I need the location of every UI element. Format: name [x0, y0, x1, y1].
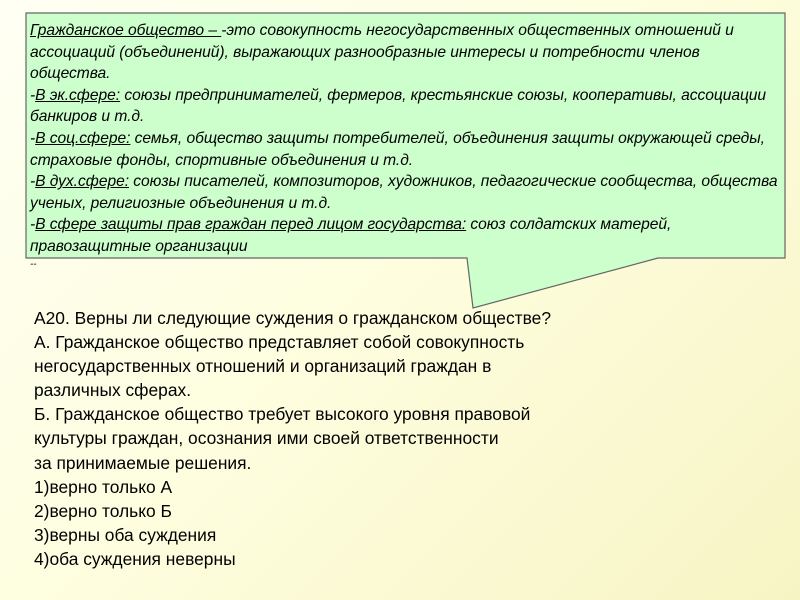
answer-option-3: 3)верны оба суждения — [34, 524, 217, 545]
definition-paragraph — [30, 20, 782, 85]
statement-b-line: культуры граждан, осознания ими своей ответственности — [34, 428, 499, 449]
answer-option-2: 2)верно только Б — [34, 500, 172, 521]
sphere-label: В дух.сфере: — [35, 173, 130, 191]
sphere-label: В сфере защиты прав граждан перед лицом государства: — [35, 216, 467, 234]
sphere-rights — [30, 214, 782, 257]
question-title: А20. Верны ли следующие суждения о гражданском обществе? — [34, 308, 551, 328]
sphere-text: союзы предпринимателей, фермеров, крестьянские союзы, кооперативы, ассоциации банкиров и т.д. — [30, 86, 767, 126]
sphere-spiritual — [30, 171, 782, 214]
callout-text-box — [30, 20, 782, 272]
sphere-dash: - — [30, 173, 36, 191]
answer-option-1: 1)верно только А — [34, 476, 173, 497]
statement-b-line: Б. Гражданское общество требует высокого уровня правовой — [34, 404, 531, 425]
sphere-dash: - — [30, 216, 36, 234]
definition-text: -это совокупность негосударственных общественных отношений и ассоциаций (объединений), выражающих разнообразные интересы и потребности членов общества. — [30, 22, 734, 83]
sphere-dash: - — [30, 86, 36, 104]
question-block — [34, 306, 654, 571]
sphere-dash: - — [30, 129, 36, 147]
trailing-dash: -- — [30, 258, 37, 270]
sphere-text: союзы писателей, композиторов, художников, педагогические сообщества, общества ученых, религиозные объединения и т.д. — [30, 173, 778, 212]
definition-term: Гражданское общество – — [30, 22, 222, 39]
sphere-social — [30, 128, 782, 171]
sphere-economic — [30, 85, 782, 128]
statement-a-line: А. Гражданское общество представляет собой совокупность — [34, 332, 525, 353]
statement-a-line: различных сферах. — [34, 380, 192, 401]
statement-a-line: негосударственных отношений и организаций граждан в — [34, 356, 492, 377]
sphere-text: союз солдатских матерей, правозащитные организации — [30, 216, 672, 255]
statement-b-line: за принимаемые решения. — [34, 452, 252, 473]
sphere-label: В эк.сфере: — [35, 86, 121, 104]
sphere-text: семья, общество защиты потребителей, объединения защиты окружающей среды, страховые фонды, спортивные объединения и т.д. — [30, 129, 765, 169]
sphere-label: В соц.сфере: — [35, 129, 131, 147]
answer-option-4: 4)оба суждения неверны — [34, 548, 236, 569]
